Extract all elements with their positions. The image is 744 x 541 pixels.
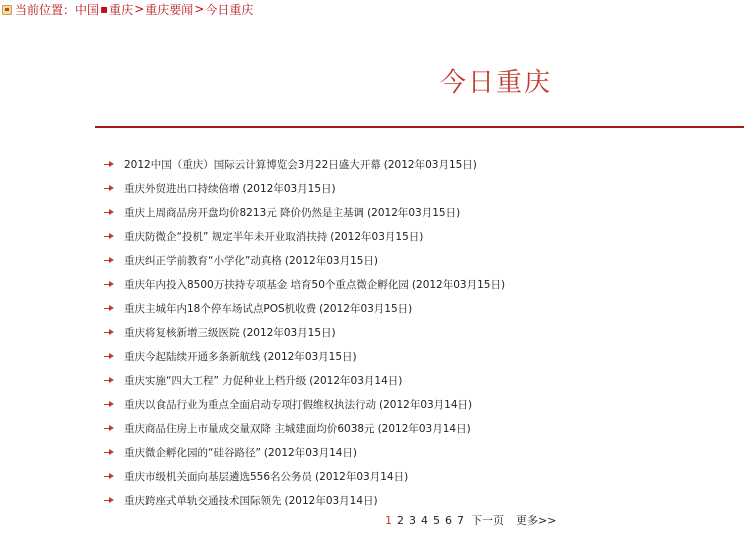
arrow-icon	[104, 233, 114, 240]
news-item	[104, 272, 505, 296]
arrow-icon	[104, 185, 114, 192]
news-date: (2012年03月15日)	[330, 230, 424, 243]
news-date: (2012年03月14日)	[315, 470, 409, 483]
title-divider	[95, 126, 744, 128]
arrow-icon	[104, 281, 114, 288]
breadcrumb-link-china[interactable]: 中国	[75, 2, 100, 17]
home-icon	[2, 4, 12, 14]
arrow-icon	[104, 377, 114, 384]
news-date: (2012年03月15日)	[263, 350, 357, 363]
breadcrumb	[0, 0, 253, 18]
news-item	[104, 440, 505, 464]
news-link[interactable]: 重庆纠正学前教育“小学化”动真格	[124, 254, 282, 267]
news-link[interactable]: 重庆跨座式单轨交通技术国际领先	[124, 494, 282, 507]
arrow-icon	[104, 473, 114, 480]
more-link[interactable]: 更多>>	[516, 514, 557, 527]
news-item	[104, 368, 505, 392]
pagination	[385, 512, 561, 528]
news-date: (2012年03月15日)	[242, 182, 336, 195]
arrow-icon	[104, 161, 114, 168]
page-link-5[interactable]: 5	[433, 513, 440, 527]
breadcrumb-link-chongqing[interactable]: 重庆	[109, 2, 134, 17]
news-date: (2012年03月14日)	[263, 446, 358, 459]
news-item	[104, 248, 505, 272]
page-link-7[interactable]: 7	[457, 513, 464, 527]
breadcrumb-prefix: 当前位置：	[15, 2, 76, 17]
news-link[interactable]: 重庆以食品行业为重点全面启动专项打假维权执法行动	[124, 398, 376, 411]
news-date: (2012年03月15日)	[367, 206, 461, 219]
news-link[interactable]: 2012中国（重庆）国际云计算博览会3月22日盛大开幕	[124, 158, 381, 171]
news-date: (2012年03月14日)	[377, 422, 471, 435]
page-link-3[interactable]: 3	[409, 513, 416, 527]
arrow-icon	[104, 497, 114, 504]
news-link[interactable]: 重庆防微企“投机” 规定半年未开业取消扶持	[124, 230, 328, 243]
news-item	[104, 488, 505, 512]
news-item	[104, 320, 505, 344]
news-link[interactable]: 重庆将复核新增三级医院	[124, 326, 240, 339]
news-date: (2012年03月14日)	[379, 398, 473, 411]
news-list	[104, 152, 505, 512]
news-item	[104, 296, 505, 320]
news-link[interactable]: 重庆上周商品房开盘均价8213元 降价仍然是主基调	[124, 206, 365, 219]
arrow-icon	[104, 329, 114, 336]
news-item	[104, 344, 505, 368]
news-link[interactable]: 重庆商品住房上市量成交量双降 主城建面均价6038元	[124, 422, 375, 435]
arrow-icon	[104, 209, 114, 216]
news-date: (2012年03月15日)	[319, 302, 413, 315]
news-date: (2012年03月14日)	[309, 374, 403, 387]
arrow-icon	[104, 401, 114, 408]
news-link[interactable]: 重庆微企孵化园的“硅谷路径”	[124, 446, 261, 459]
news-link[interactable]: 重庆外贸进出口持续倍增	[124, 182, 240, 195]
news-link[interactable]: 重庆实施“四大工程” 力促种业上档升级	[124, 374, 307, 387]
page-title: 今日重庆	[440, 68, 553, 98]
news-date: (2012年03月15日)	[242, 326, 336, 339]
arrow-icon	[104, 425, 114, 432]
page-link-4[interactable]: 4	[421, 513, 428, 527]
page-link-6[interactable]: 6	[445, 513, 452, 527]
breadcrumb-link-chongqing-news[interactable]: 重庆要闻	[145, 2, 194, 17]
news-link[interactable]: 重庆今起陆续开通多条新航线	[124, 350, 261, 363]
news-item	[104, 200, 505, 224]
news-item	[104, 392, 505, 416]
arrow-icon	[104, 305, 114, 312]
news-item	[104, 176, 505, 200]
news-date: (2012年03月15日)	[411, 278, 506, 291]
breadcrumb-link-today-chongqing[interactable]: 今日重庆	[205, 2, 254, 17]
arrow-icon	[104, 257, 114, 264]
arrow-icon	[104, 449, 114, 456]
breadcrumb-separator: ▪	[100, 2, 109, 16]
page-link-2[interactable]: 2	[397, 513, 404, 527]
breadcrumb-separator: >	[194, 2, 205, 16]
news-item	[104, 464, 505, 488]
news-link[interactable]: 重庆主城年内18个停车场试点POS机收费	[124, 302, 317, 315]
news-item	[104, 224, 505, 248]
page-link-1[interactable]: 1	[385, 513, 392, 527]
breadcrumb-separator: >	[134, 2, 145, 16]
news-item	[104, 416, 505, 440]
news-date: (2012年03月15日)	[383, 158, 477, 171]
news-date: (2012年03月15日)	[284, 254, 379, 267]
news-date: (2012年03月14日)	[284, 494, 378, 507]
arrow-icon	[104, 353, 114, 360]
next-page-link[interactable]: 下一页	[471, 514, 504, 527]
news-link[interactable]: 重庆年内投入8500万扶持专项基金 培育50个重点微企孵化园	[124, 278, 409, 291]
news-item	[104, 152, 505, 176]
news-link[interactable]: 重庆市级机关面向基层遴选556名公务员	[124, 470, 313, 483]
